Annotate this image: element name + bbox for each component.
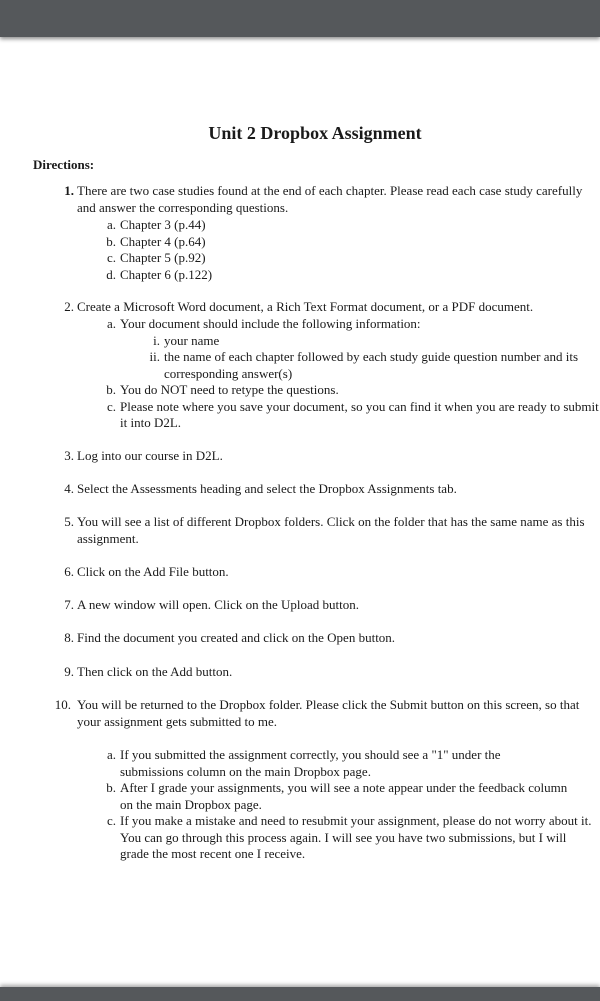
sub-item [106,316,599,333]
sub-label: c. [106,398,116,414]
sub-item [106,233,599,251]
sub-text: Please note where you save your document, so you can find it when you are ready to submit it into D2L. [120,398,599,430]
sub-label: b. [106,780,116,795]
viewer-bottom-toolbar [0,987,600,1001]
item-number: 9. [64,664,74,679]
sub-text: Chapter 3 (p.44) [120,217,206,232]
sub-item [106,747,560,780]
item-text: A new window will open. Click on the Upload button. [77,597,360,612]
list-item [54,564,599,581]
sub-item [106,813,595,863]
item-text: Create a Microsoft Word document, a Rich Text Format document, or a PDF document. [77,299,534,314]
item-number: 3. [64,448,74,463]
item10-sublist [54,747,599,863]
item-number: 2. [64,299,74,314]
sub-text: Your document should include the following information: [120,316,421,331]
roman-text: the name of each chapter followed by each study guide question number and its corresponding answer(s) [164,349,579,381]
sub-text: After I grade your assignments, you will see a note appear under the feedback column on the main Dropbox page. [120,780,568,812]
list-item [54,514,599,547]
viewer-top-toolbar [0,0,600,37]
document-title: Unit 2 Dropbox Assignment [208,123,422,143]
sub-item [106,382,599,399]
item-text: Then click on the Add button. [77,664,233,679]
roman-label: ii. [149,349,160,364]
sub-text: If you make a mistake and need to resubmit your assignment, please do not worry about it. You can go through this process again. I will see you have two submissions, but I will grade the most recent one I receive. [120,813,592,861]
item-text: Log into our course in D2L. [77,448,223,463]
item-number: 5. [64,514,74,529]
sub-text: Chapter 4 (p.64) [120,233,206,249]
item-number: 4. [64,481,74,496]
list-item [54,481,599,498]
sub-label: b. [106,382,116,397]
item-number: 6. [64,564,74,579]
sub-label: a. [106,747,116,762]
sub-text: You do NOT need to retype the questions. [120,382,339,397]
directions-label: Directions: [33,157,95,172]
sub-item [106,217,599,234]
list-item [54,597,599,614]
sub-text: Chapter 6 (p.122) [120,266,213,282]
item-text: You will be returned to the Dropbox folder. Please click the Submit button on this screen, so that your assignment gets submitted to me. [77,697,580,729]
sub-label: a. [106,217,116,232]
sub-item [106,266,599,284]
sub-item [106,398,599,432]
item-number: 1. [64,183,74,198]
list-item [54,630,599,647]
sub-label: c. [106,813,116,828]
document-page [0,37,600,987]
item1-sublist [54,217,599,283]
sub-label: b. [106,233,116,249]
roman-item [153,332,599,350]
item-text: There are two case studies found at the end of each chapter. Please read each case study carefully and answer the corresponding questions. [77,183,583,215]
roman-item [149,349,584,382]
list-item [54,697,599,730]
sub-item [106,780,570,813]
item2-sublist [54,316,599,432]
sub-item [106,250,599,267]
item-text: Click on the Add File button. [77,564,229,579]
sub-label: a. [106,316,116,331]
item-number: 7. [64,597,74,612]
item-number: 10. [54,697,71,712]
sub-text: Chapter 5 (p.92) [120,250,206,265]
item-number: 8. [64,630,74,645]
sub-label: c. [106,250,116,265]
roman-text: your name [164,332,220,348]
list-item [54,448,599,465]
list-item [54,664,599,681]
roman-label: i. [153,332,160,348]
item-text: You will see a list of different Dropbox folders. Click on the folder that has the same name as this assignment. [77,514,585,546]
item-text: Find the document you created and click on the Open button. [77,630,396,645]
list-item [54,183,599,216]
sub-label: d. [106,266,116,282]
item-text: Select the Assessments heading and select the Dropbox Assignments tab. [77,481,457,496]
list-item [54,299,599,316]
sub-text: If you submitted the assignment correctly, you should see a "1" under the submissions column on the main Dropbox page. [120,747,501,779]
